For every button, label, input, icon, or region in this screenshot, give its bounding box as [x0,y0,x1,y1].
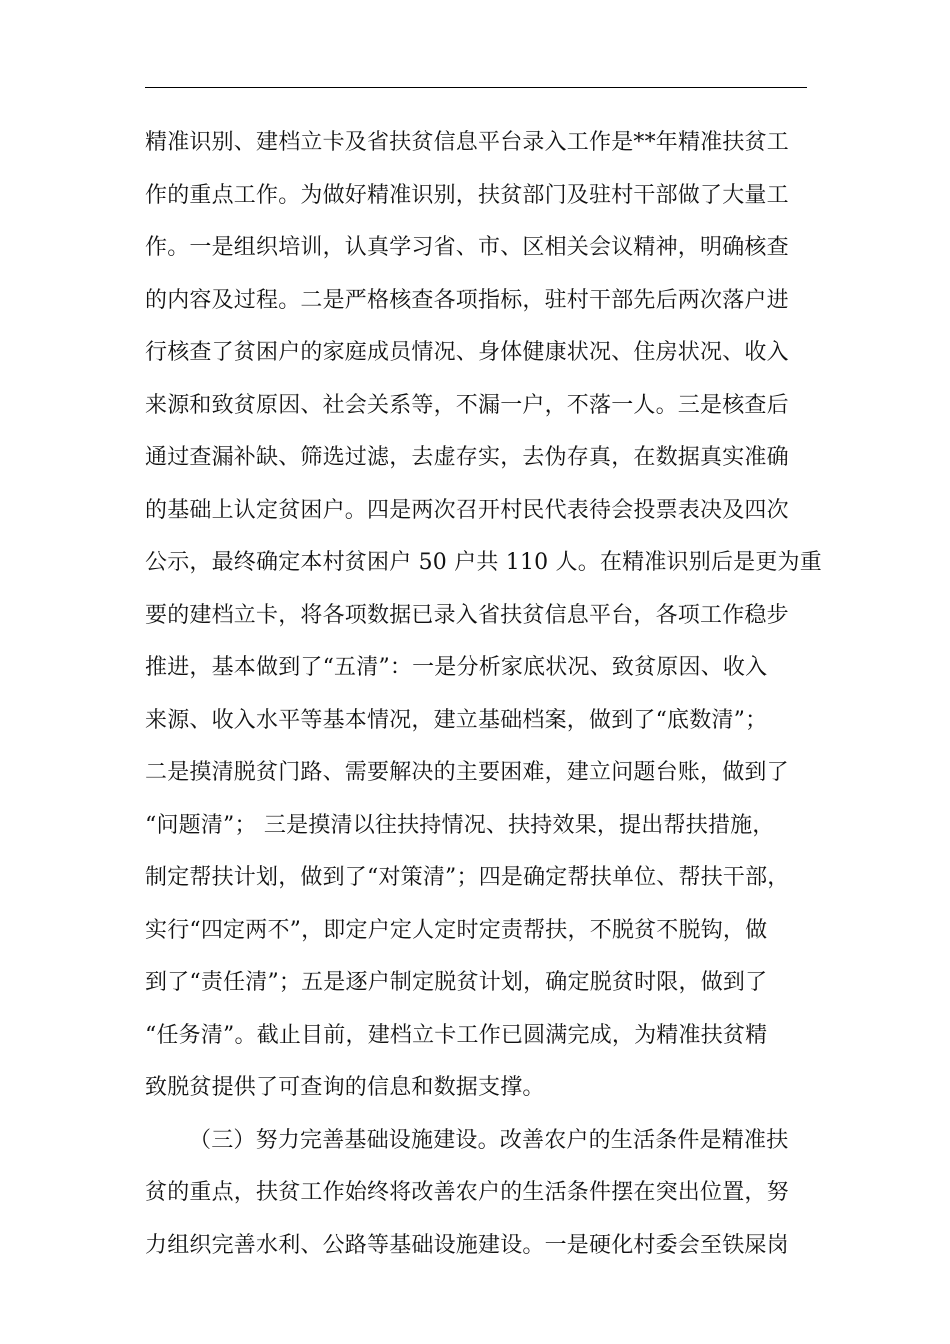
text-line: 二是摸清脱贫门路、需要解决的主要困难，建立问题台账，做到了 [145,760,789,785]
text-line: 要的建档立卡，将各项数据已录入省扶贫信息平台，各项工作稳步 [145,602,789,628]
paragraph-start-line: （三）努力完善基础设施建设。改善农户的生活条件是精准扶 [189,1127,789,1153]
text-line: 通过查漏补缺、筛选过滤，去虚存实，去伪存真，在数据真实准确 [145,445,789,470]
text-line: 力组织完善水利、公路等基础设施建设。一是硬化村委会至铁屎岗 [145,1232,789,1258]
text-line: 行核查了贫困户的家庭成员情况、身体健康状况、住房状况、收入 [145,340,789,365]
text-line: 公示，最终确定本村贫困户 50 户共 110 人。在精准识别后是更为重 [145,550,822,575]
text-line: 来源、收入水平等基本情况，建立基础档案，做到了“底数清”； [145,707,768,733]
body-text [145,117,822,1272]
text-line: 作。一是组织培训，认真学习省、市、区相关会议精神，明确核查 [145,235,789,260]
text-line: 实行“四定两不”，即定户定人定时定责帮扶，不脱贫不脱钩，做 [145,917,768,943]
text-line: 制定帮扶计划，做到了“对策清”；四是确定帮扶单位、帮扶干部， [145,865,790,890]
text-line: “任务清”。截止目前，建档立卡工作已圆满完成，为精准扶贫精 [145,1022,768,1048]
text-line: 来源和致贫原因、社会关系等，不漏一户，不落一人。三是核查后 [145,392,789,418]
text-line: 贫的重点，扶贫工作始终将改善农户的生活条件摆在突出位置，努 [145,1180,789,1205]
text-line: 作的重点工作。为做好精准识别，扶贫部门及驻村干部做了大量工 [145,182,789,208]
text-line: 致脱贫提供了可查询的信息和数据支撑。 [145,1075,545,1100]
text-line: 到了“责任清”；五是逐户制定脱贫计划，确定脱贫时限，做到了 [145,970,768,995]
text-line: 精准识别、建档立卡及省扶贫信息平台录入工作是**年精准扶贫工 [145,130,790,155]
text-line: 的基础上认定贫困户。四是两次召开村民代表待会投票表决及四次 [145,497,789,523]
text-line: “问题清”； 三是摸清以往扶持情况、扶持效果，提出帮扶措施， [145,812,775,838]
header-rule [145,87,807,88]
text-line: 推进，基本做到了“五清”：一是分析家底状况、致贫原因、收入 [145,655,768,680]
text-line: 的内容及过程。二是严格核查各项指标，驻村干部先后两次落户进 [145,287,789,313]
